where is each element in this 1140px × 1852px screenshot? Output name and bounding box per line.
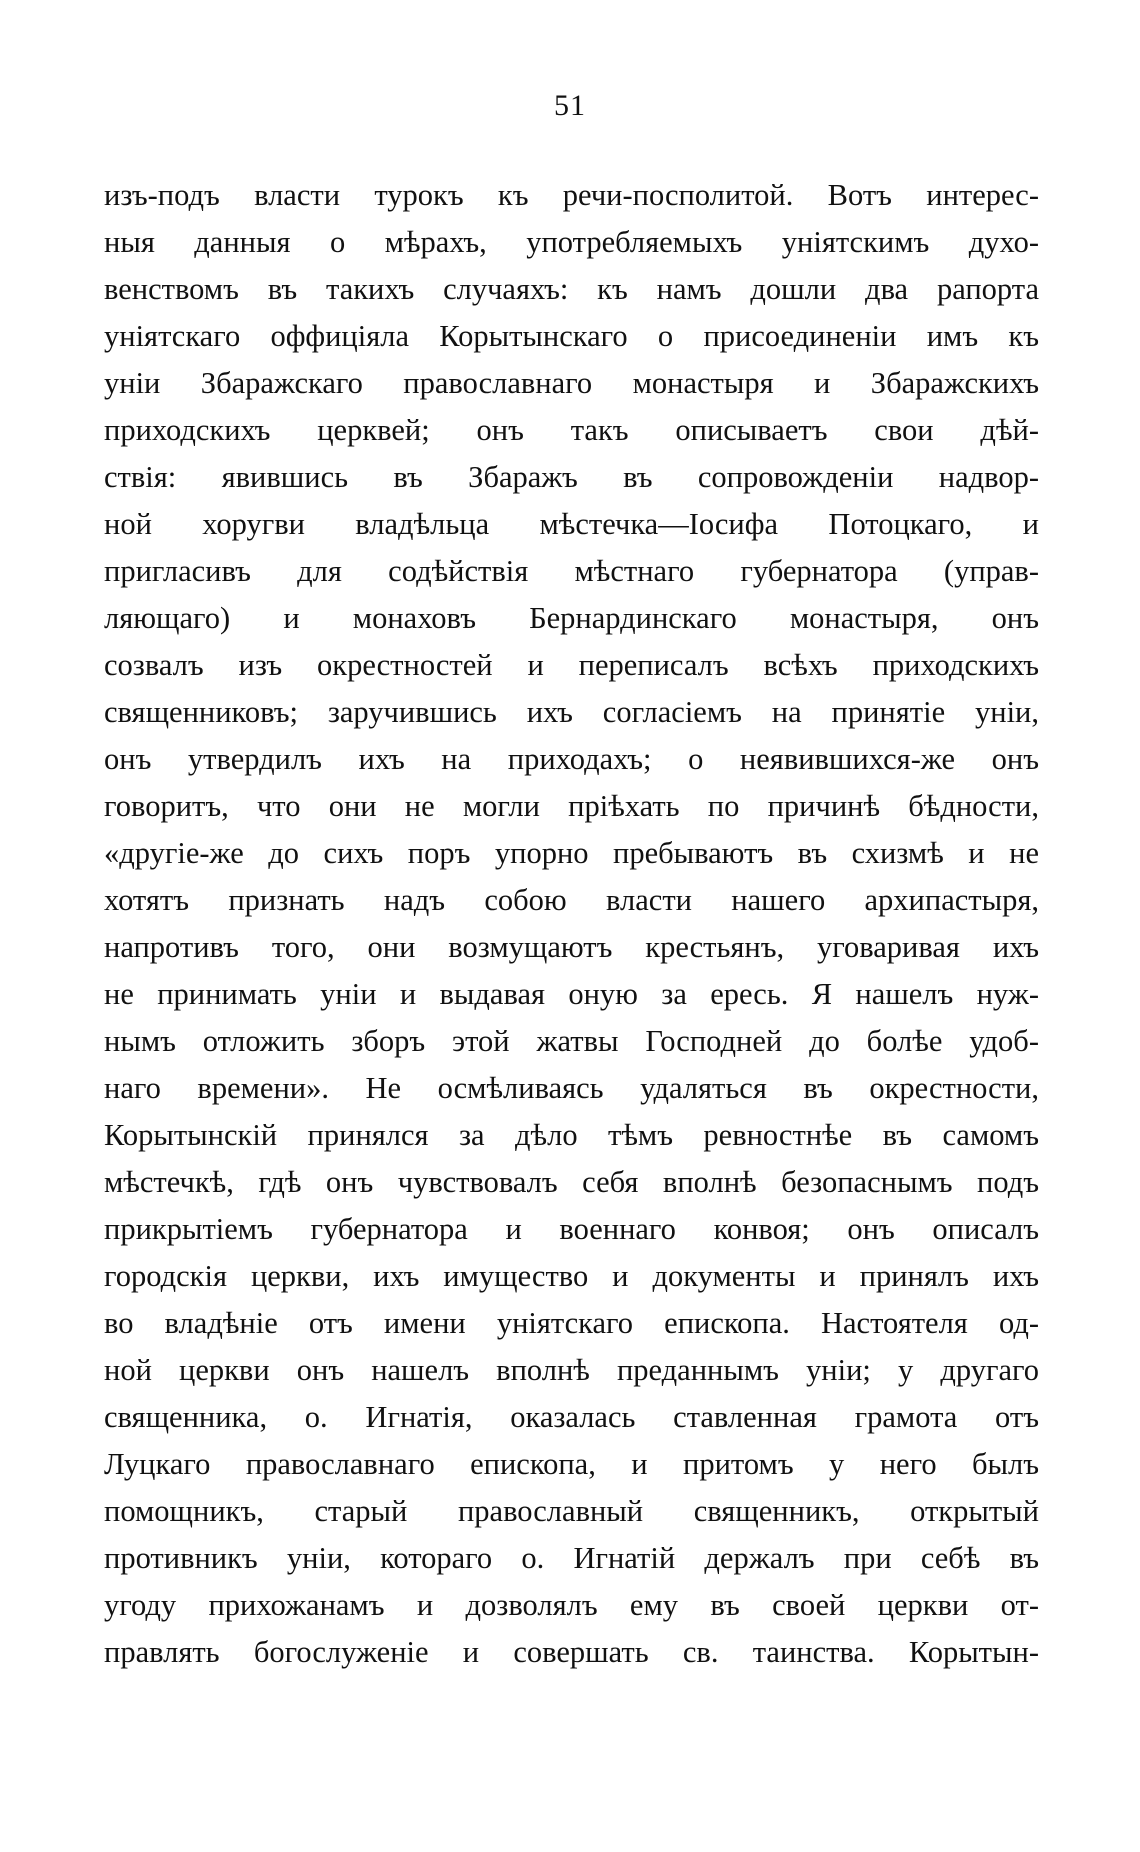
text-line-11: созвалъ изъ окрестностей и переписалъ всѣхъ приходскихъ xyxy=(104,648,1039,682)
text-line-19: нымъ отложить зборъ этой жатвы Господней до болѣе удоб- xyxy=(104,1024,1039,1058)
text-line-18: не принимать уніи и выдавая оную за ересь. Я нашелъ нуж- xyxy=(104,977,1039,1011)
text-line-13: онъ утвердилъ ихъ на приходахъ; о неявившихся-же онъ xyxy=(104,742,1039,776)
text-line-7: ствія: явившись въ Збаражъ въ сопровожденіи надвор- xyxy=(104,460,1039,494)
page-number: 51 xyxy=(554,89,586,122)
text-line-1: изъ-подъ власти турокъ къ речи-посполитой. Вотъ интерес- xyxy=(104,178,1039,212)
text-line-29: помощникъ, старый православный священникъ, открытый xyxy=(104,1494,1039,1528)
text-line-25: во владѣніе отъ имени уніятскаго епископа. Настоятеля од- xyxy=(104,1306,1039,1340)
text-line-31: угоду прихожанамъ и дозволялъ ему въ своей церкви от- xyxy=(104,1588,1039,1622)
text-line-6: приходскихъ церквей; онъ такъ описываетъ свои дѣй- xyxy=(104,413,1039,447)
text-line-14: говоритъ, что они не могли пріѣхать по причинѣ бѣдности, xyxy=(104,789,1039,823)
text-line-22: мѣстечкѣ, гдѣ онъ чувствовалъ себя вполнѣ безопаснымъ подъ xyxy=(104,1165,1039,1199)
text-line-24: городскія церкви, ихъ имущество и документы и принялъ ихъ xyxy=(104,1259,1039,1293)
text-line-17: напротивъ того, они возмущаютъ крестьянъ, уговаривая ихъ xyxy=(104,930,1039,964)
text-line-5: уніи Збаражскаго православнаго монастыря и Збаражскихъ xyxy=(104,366,1039,400)
text-line-27: священника, о. Игнатія, оказалась ставленная грамота отъ xyxy=(104,1400,1039,1434)
text-line-12: священниковъ; заручившись ихъ согласіемъ на принятіе уніи, xyxy=(104,695,1039,729)
page-text xyxy=(104,172,1039,1676)
text-line-3: венствомъ въ такихъ случаяхъ: къ намъ дошли два рапорта xyxy=(104,272,1039,306)
text-line-21: Корытынскій принялся за дѣло тѣмъ ревностнѣе въ самомъ xyxy=(104,1118,1039,1152)
text-line-32: правлять богослуженіе и совершать св. таинства. Корытын- xyxy=(104,1635,1039,1669)
text-line-8: ной хоругви владѣльца мѣстечка—Іосифа Потоцкаго, и xyxy=(104,507,1039,541)
text-line-16: хотятъ признать надъ собою власти нашего архипастыря, xyxy=(104,883,1039,917)
text-line-15: «другіе-же до сихъ поръ упорно пребываютъ въ схизмѣ и не xyxy=(104,836,1039,870)
text-line-10: ляющаго) и монаховъ Бернардинскаго монастыря, онъ xyxy=(104,601,1039,635)
text-line-23: прикрытіемъ губернатора и военнаго конвоя; онъ описалъ xyxy=(104,1212,1039,1246)
text-line-28: Луцкаго православнаго епископа, и притомъ у него былъ xyxy=(104,1447,1039,1481)
text-line-20: наго времени». Не осмѣливаясь удаляться въ окрестности, xyxy=(104,1071,1039,1105)
text-line-30: противникъ уніи, котораго о. Игнатій держалъ при себѣ въ xyxy=(104,1541,1039,1575)
text-line-2: ныя данныя о мѣрахъ, употребляемыхъ уніятскимъ духо- xyxy=(104,225,1039,259)
text-line-4: уніятскаго оффиціяла Корытынскаго о присоединеніи имъ къ xyxy=(104,319,1039,353)
text-line-9: пригласивъ для содѣйствія мѣстнаго губернатора (управ- xyxy=(104,554,1039,588)
text-line-26: ной церкви онъ нашелъ вполнѣ преданнымъ уніи; у другаго xyxy=(104,1353,1039,1387)
